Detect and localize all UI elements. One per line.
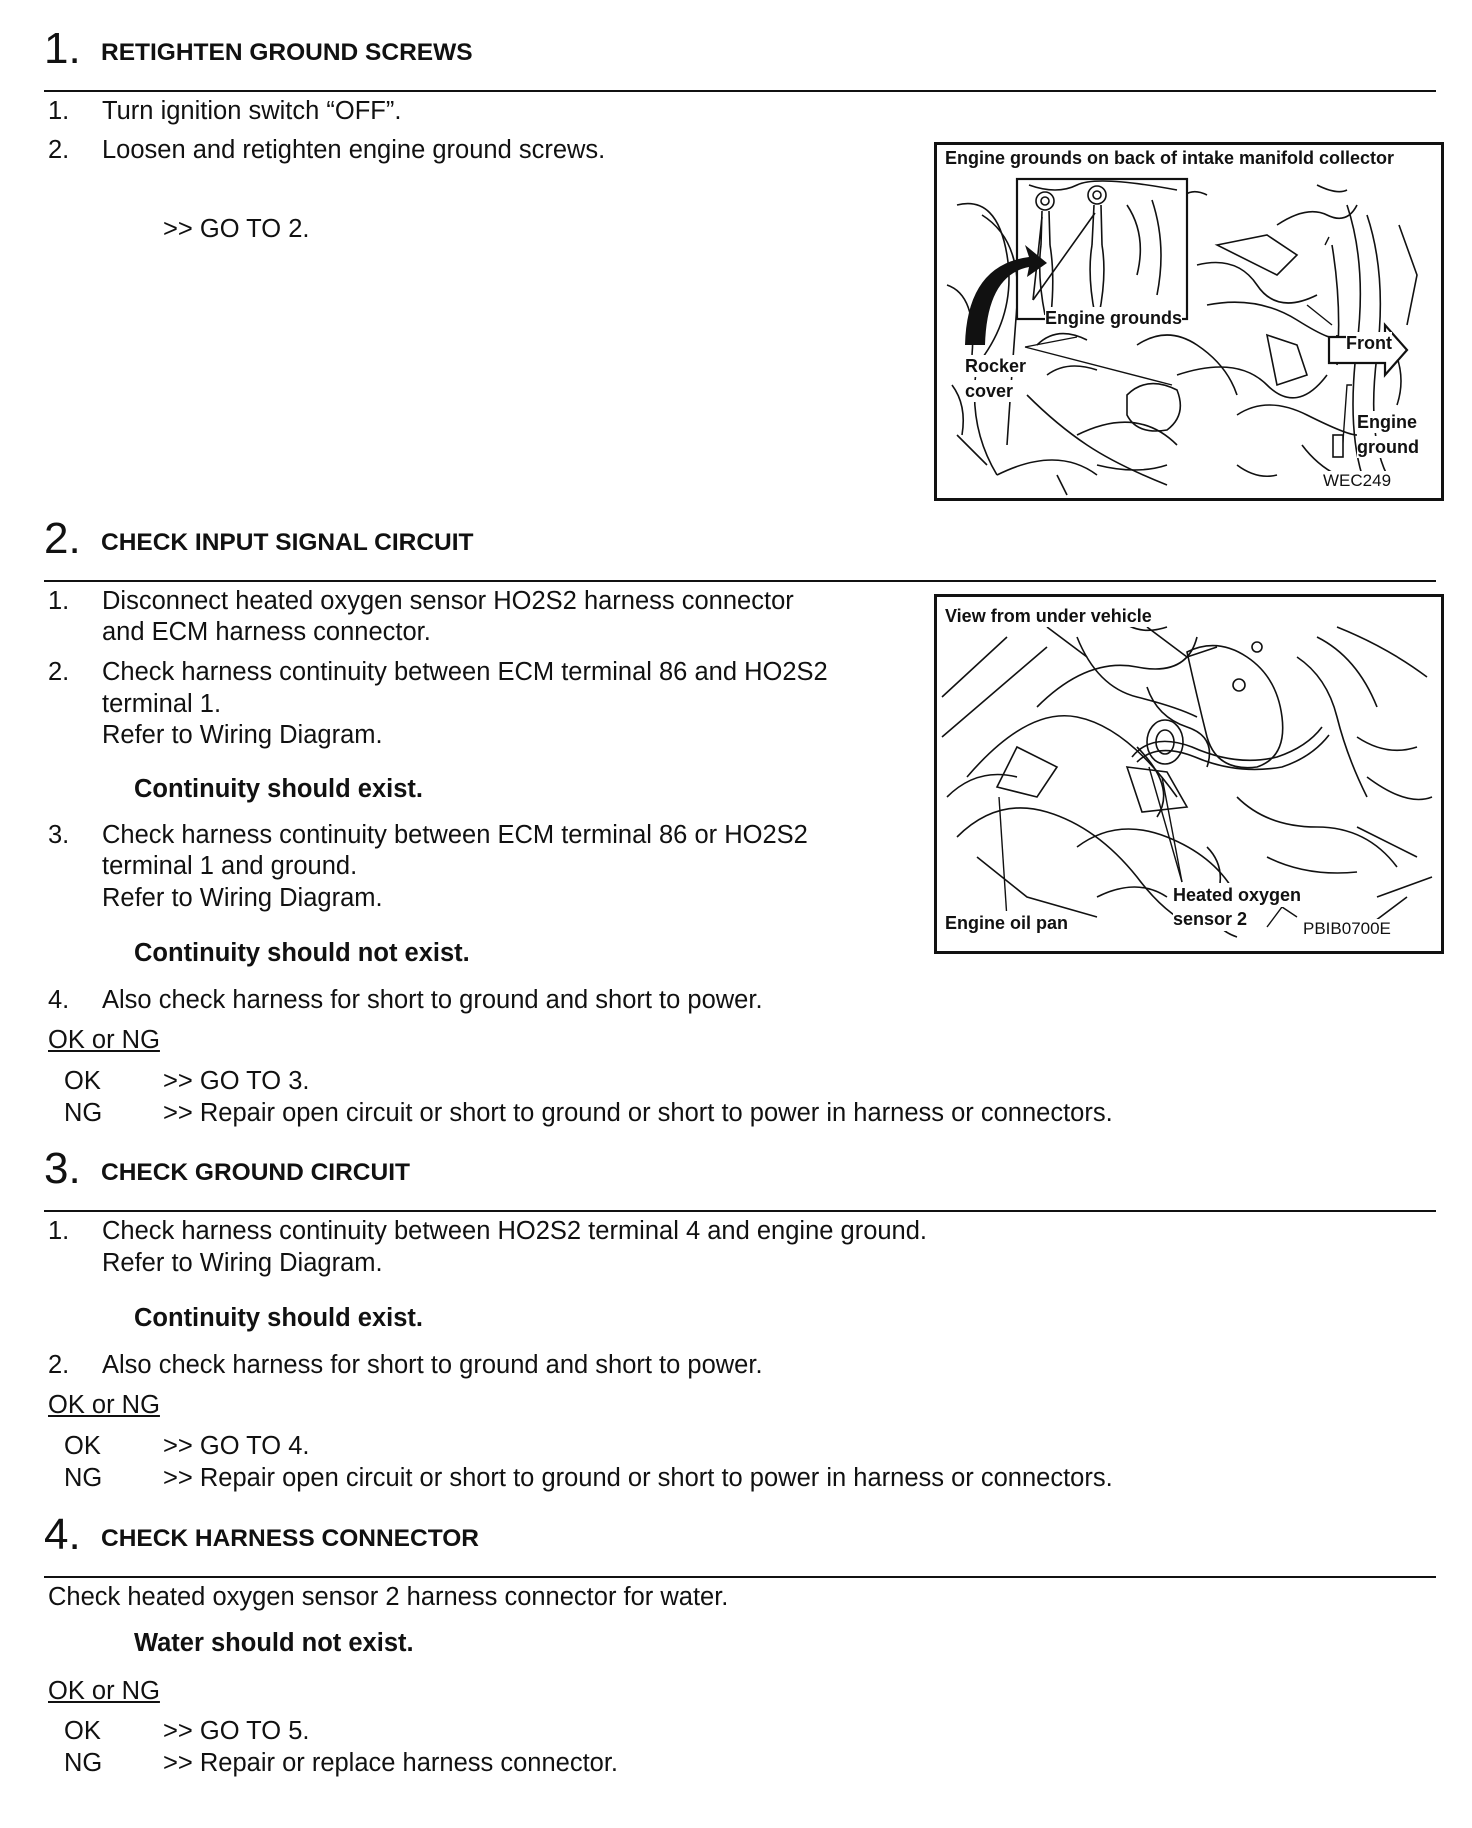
s2-step-2-line-2: terminal 1. [102, 690, 222, 718]
s2-step-2-number: 2. [48, 658, 70, 686]
s2-result-ng-value: >> Repair open circuit or short to ground or short to power in harness or connectors. [163, 1099, 1113, 1127]
fig1-label-front: Front [1346, 333, 1392, 353]
s3-step-2-text: Also check harness for short to ground and short to power. [102, 1351, 763, 1379]
fig2-caption: View from under vehicle [945, 606, 1152, 626]
fig1-label-ground: ground [1357, 437, 1419, 457]
fig1-caption: Engine grounds on back of intake manifold collector [945, 142, 1394, 173]
s2-step-4-text: Also check harness for short to ground and short to power. [102, 986, 763, 1014]
section-1-header [44, 22, 1436, 92]
section-4-rule [44, 1576, 1436, 1578]
section-1-rule [44, 90, 1436, 92]
s2-result-ng-key: NG [64, 1099, 103, 1127]
s2-step-3-line-1: Check harness continuity between ECM terminal 86 or HO2S2 [102, 821, 808, 849]
s4-result-ok-key: OK [64, 1717, 101, 1745]
s2-result-ok-value: >> GO TO 3. [163, 1067, 310, 1095]
s2-step-1-line-1: Disconnect heated oxygen sensor HO2S2 harness connector [102, 587, 794, 615]
section-2-rule [44, 580, 1436, 582]
s3-ok-ng-label: OK or NG [48, 1391, 160, 1419]
s1-step-2-number: 2. [48, 136, 70, 164]
section-4-title: CHECK HARNESS CONNECTOR [101, 1525, 479, 1552]
s1-step-1-text: Turn ignition switch “OFF”. [102, 97, 402, 125]
fig1-label-engine: Engine [1357, 412, 1418, 432]
s1-goto: >> GO TO 2. [163, 215, 310, 243]
fig1-code: WEC249 [1323, 471, 1392, 490]
s2-note-continuity-exist: Continuity should exist. [134, 775, 424, 803]
s4-text: Check heated oxygen sensor 2 harness connector for water. [48, 1583, 729, 1611]
s3-result-ng-value: >> Repair open circuit or short to ground or short to power in harness or connectors. [163, 1464, 1113, 1492]
section-4-number: 4. [44, 1510, 81, 1559]
s2-step-3-line-3: Refer to Wiring Diagram. [102, 884, 383, 912]
section-3-number: 3. [44, 1144, 81, 1193]
fig1-label-engine-grounds: Engine grounds [1045, 308, 1182, 328]
section-2-number: 2. [44, 514, 81, 563]
section-1-title: RETIGHTEN GROUND SCREWS [101, 39, 473, 66]
s4-ok-ng-label: OK or NG [48, 1677, 160, 1705]
s2-step-3-line-2: terminal 1 and ground. [102, 852, 358, 880]
s2-ok-ng-label: OK or NG [48, 1026, 160, 1054]
section-3-header [44, 1142, 1436, 1212]
s3-note-continuity-exist: Continuity should exist. [134, 1304, 424, 1332]
s4-result-ng-key: NG [64, 1749, 103, 1777]
s2-step-1-line-2: and ECM harness connector. [102, 618, 431, 646]
s3-step-1-line-1: Check harness continuity between HO2S2 terminal 4 and engine ground. [102, 1217, 928, 1245]
figure-under-vehicle [934, 594, 1444, 954]
s3-result-ok-key: OK [64, 1432, 101, 1460]
s4-note-water: Water should not exist. [134, 1629, 414, 1657]
s2-step-1-number: 1. [48, 587, 70, 615]
s3-step-1-line-2: Refer to Wiring Diagram. [102, 1249, 383, 1277]
s3-step-1-number: 1. [48, 1217, 70, 1245]
section-1-number: 1. [44, 24, 81, 73]
s2-step-4-number: 4. [48, 986, 70, 1014]
s3-step-2-number: 2. [48, 1351, 70, 1379]
fig2-label-oil-pan: Engine oil pan [945, 913, 1069, 933]
section-2-title: CHECK INPUT SIGNAL CIRCUIT [101, 529, 474, 556]
section-3-rule [44, 1210, 1436, 1212]
fig2-code: PBIB0700E [1303, 919, 1391, 938]
s1-step-1-number: 1. [48, 97, 70, 125]
s2-result-ok-key: OK [64, 1067, 101, 1095]
fig1-label-rocker: Rocker [965, 356, 1027, 376]
fig1-label-cover: cover [965, 381, 1014, 401]
s4-result-ng-value: >> Repair or replace harness connector. [163, 1749, 619, 1777]
s2-note-continuity-not-exist: Continuity should not exist. [134, 939, 470, 967]
s2-step-2-line-3: Refer to Wiring Diagram. [102, 721, 383, 749]
s1-step-2-text: Loosen and retighten engine ground screws. [102, 136, 606, 164]
s2-step-3-number: 3. [48, 821, 70, 849]
s3-result-ok-value: >> GO TO 4. [163, 1432, 310, 1460]
fig2-label-sensor-line-1: Heated oxygen [1173, 885, 1302, 905]
section-2-header [44, 512, 1436, 582]
figure-engine-grounds [934, 142, 1444, 501]
s3-result-ng-key: NG [64, 1464, 103, 1492]
fig2-label-sensor-line-2: sensor 2 [1173, 909, 1248, 929]
s4-result-ok-value: >> GO TO 5. [163, 1717, 310, 1745]
s2-step-2-line-1: Check harness continuity between ECM terminal 86 and HO2S2 [102, 658, 828, 686]
section-4-header [44, 1508, 1436, 1578]
section-3-title: CHECK GROUND CIRCUIT [101, 1159, 410, 1186]
